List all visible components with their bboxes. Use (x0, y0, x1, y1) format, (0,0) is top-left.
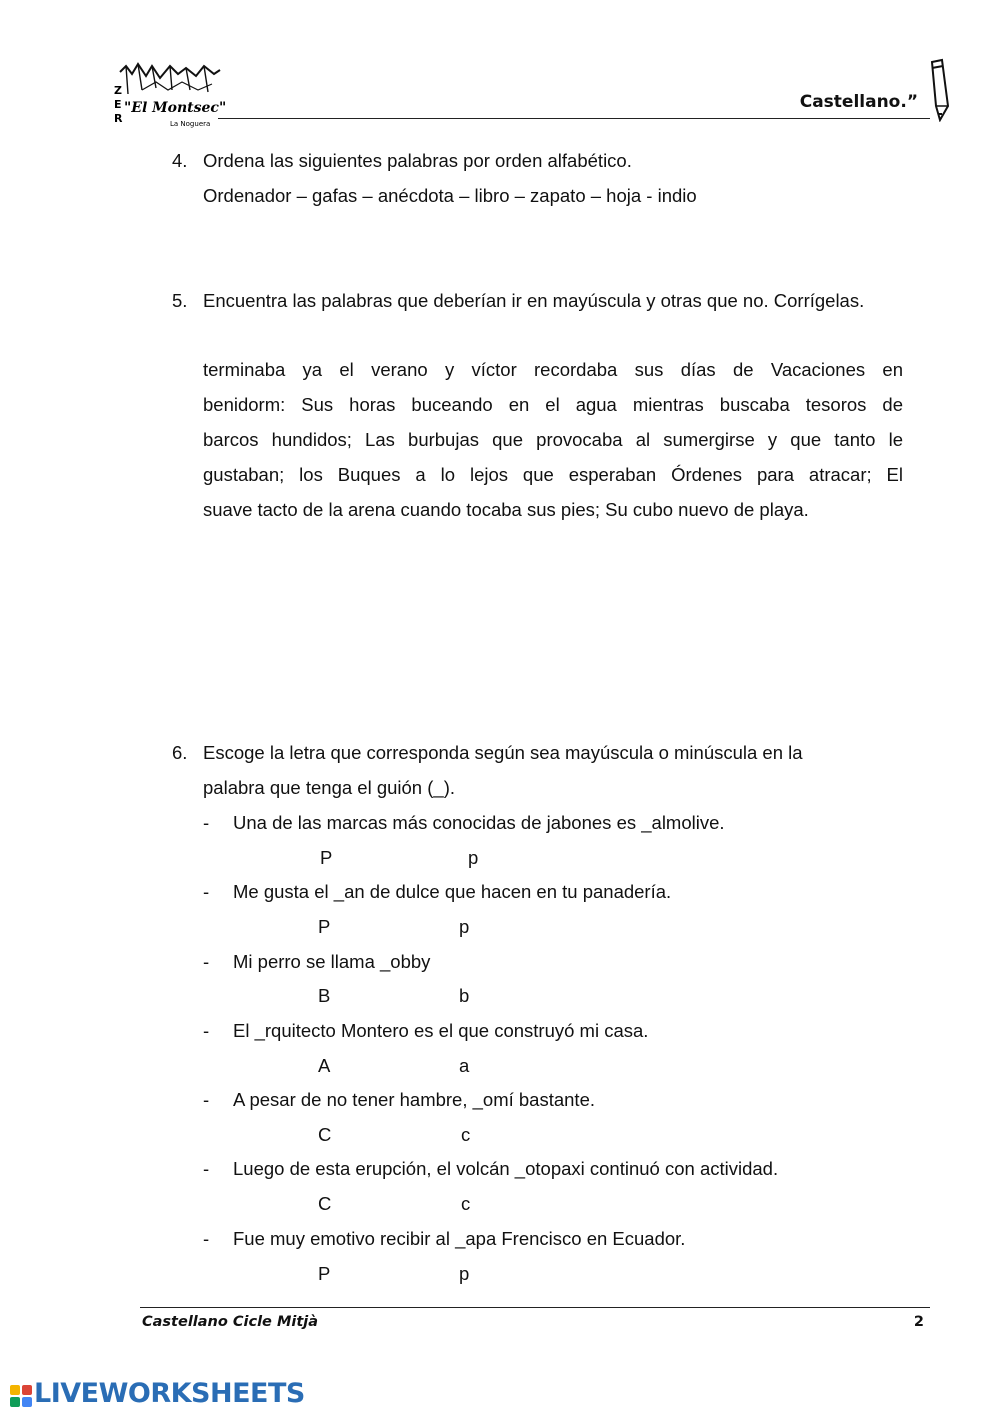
logo-letter-e: E (114, 98, 122, 111)
header-rule (218, 118, 930, 119)
list-bullet: - (203, 951, 210, 972)
school-logo (112, 60, 227, 130)
q6-item-5-option-lower[interactable]: c (461, 1124, 471, 1145)
q6-number: 6. (172, 742, 188, 763)
list-bullet: - (203, 1158, 210, 1179)
q6-item-1-option-upper[interactable]: P (320, 847, 333, 868)
logo-letter-r: R (114, 112, 123, 125)
q6-item-4-option-lower[interactable]: a (459, 1055, 470, 1076)
q6-item-6-sentence: Luego de esta erupción, el volcán _otopaxi continuó con actividad. (233, 1158, 779, 1179)
q6-item-7-sentence: Fue muy emotivo recibir al _apa Frencisco en Ecuador. (233, 1228, 686, 1249)
q6-item-6-option-lower[interactable]: c (461, 1193, 471, 1214)
q6-item-2-option-upper[interactable]: P (318, 916, 331, 937)
q5-line-1: terminaba ya el verano y víctor recordaba sus días de Vacaciones en (203, 359, 903, 380)
q6-item-4-sentence: El _rquitecto Montero es el que construyó mi casa. (233, 1020, 649, 1041)
q6-prompt-line-2: palabra que tenga el guión (_). (203, 777, 455, 798)
footer-rule (140, 1307, 930, 1308)
q4-number: 4. (172, 150, 188, 171)
list-bullet: - (203, 1089, 210, 1110)
q6-item-3-sentence: Mi perro se llama _obby (233, 951, 431, 972)
q6-item-7-option-lower[interactable]: p (459, 1263, 470, 1284)
q6-item-2-sentence: Me gusta el _an de dulce que hacen en tu panadería. (233, 881, 672, 902)
q6-item-4-option-upper[interactable]: A (318, 1055, 331, 1076)
q5-line-5: suave tacto de la arena cuando tocaba sus pies; Su cubo nuevo de playa. (203, 499, 809, 520)
q6-item-1-option-lower[interactable]: p (468, 847, 479, 868)
list-bullet: - (203, 1228, 210, 1249)
q6-item-7-option-upper[interactable]: P (318, 1263, 331, 1284)
q4-words: Ordenador – gafas – anécdota – libro – zapato – hoja - indio (203, 185, 697, 206)
q5-line-4: gustaban; los Buques a lo lejos que esperaban Órdenes para atracar; El (203, 464, 903, 485)
logo-subtitle: La Noguera (170, 120, 211, 128)
q6-item-5-option-upper[interactable]: C (318, 1124, 332, 1145)
logo-letter-z: Z (114, 84, 122, 97)
q6-item-5-sentence: A pesar de no tener hambre, _omí bastante. (233, 1089, 596, 1110)
header-title: Castellano.” (799, 92, 918, 112)
q5-prompt: Encuentra las palabras que deberían ir en mayúscula y otras que no. Corrígelas. (203, 290, 865, 311)
footer-course: Castellano Cicle Mitjà (142, 1314, 319, 1330)
q6-item-6-option-upper[interactable]: C (318, 1193, 332, 1214)
q5-number: 5. (172, 290, 188, 311)
list-bullet: - (203, 1020, 210, 1041)
q5-line-2: benidorm: Sus horas buceando en el agua mientras buscaba tesoros de (203, 394, 903, 415)
liveworksheets-logo-icon (10, 1385, 32, 1407)
q6-item-2-option-lower[interactable]: p (459, 916, 470, 937)
q5-line-3: barcos hundidos; Las burbujas que provocaba al sumergirse y que tanto le (203, 429, 903, 450)
list-bullet: - (203, 812, 210, 833)
page-number: 2 (913, 1314, 924, 1330)
liveworksheets-watermark[interactable]: LIVEWORKSHEETS (34, 1378, 305, 1409)
q6-item-1-sentence: Una de las marcas más conocidas de jabones es _almolive. (233, 812, 725, 833)
q6-item-3-option-upper[interactable]: B (318, 985, 331, 1006)
q4-prompt: Ordena las siguientes palabras por orden alfabético. (203, 150, 632, 171)
pencil-icon (926, 58, 952, 122)
logo-name: "El Montsec" (124, 100, 227, 116)
q6-prompt-line-1: Escoge la letra que corresponda según sea mayúscula o minúscula en la (203, 742, 803, 763)
q6-item-3-option-lower[interactable]: b (459, 985, 470, 1006)
list-bullet: - (203, 881, 210, 902)
